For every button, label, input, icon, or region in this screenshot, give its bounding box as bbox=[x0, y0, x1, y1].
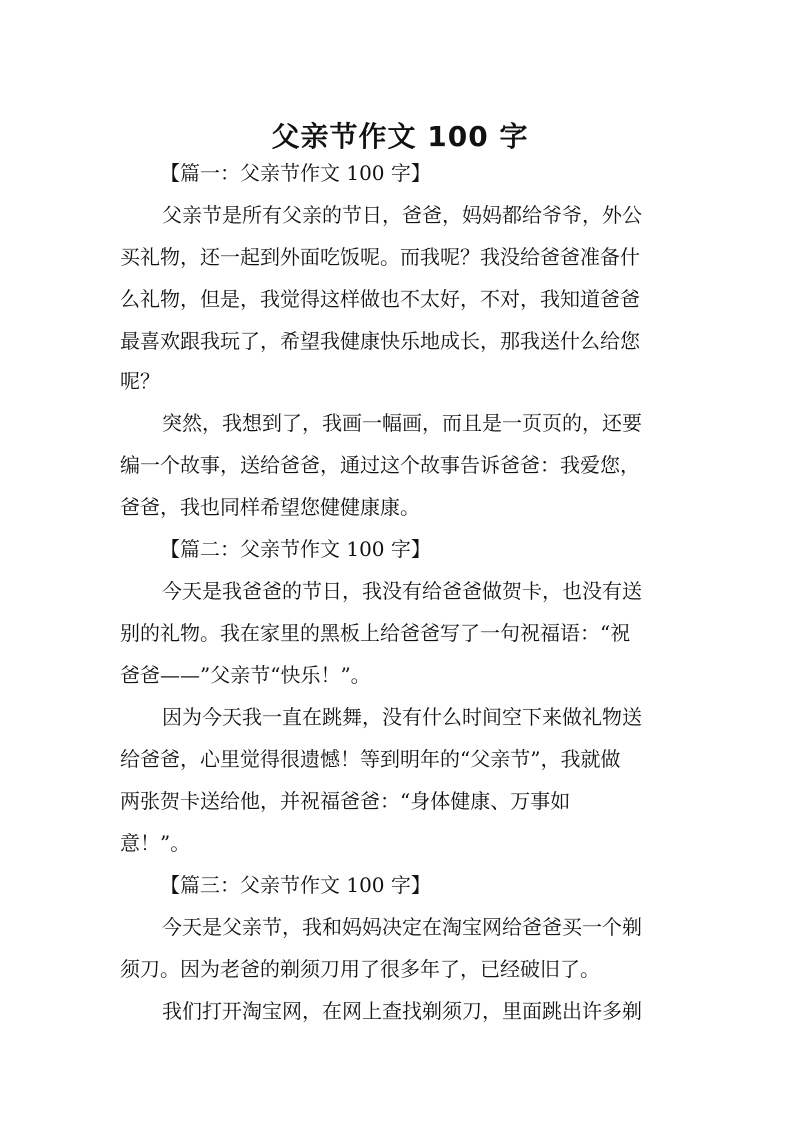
section-heading-2: 【篇二：父亲节作文 100 字】 bbox=[160, 537, 431, 561]
paragraph-line: 爸爸，我也同样希望您健健康康。 bbox=[120, 495, 420, 519]
paragraph-line: 两张贺卡送给他，并祝福爸爸：“身体健康、万事如 bbox=[120, 789, 571, 813]
paragraph-line: 别的礼物。我在家里的黑板上给爸爸写了一句祝福语：“祝 bbox=[120, 621, 631, 645]
paragraph-line: 今天是我爸爸的节日，我没有给爸爸做贺卡，也没有送 bbox=[162, 579, 642, 603]
paragraph-line: 最喜欢跟我玩了，希望我健康快乐地成长，那我送什么给您 bbox=[120, 329, 640, 353]
paragraph-line: 因为今天我一直在跳舞，没有什么时间空下来做礼物送 bbox=[162, 705, 642, 729]
section-heading-3: 【篇三：父亲节作文 100 字】 bbox=[160, 873, 431, 897]
paragraph-line: 我们打开淘宝网，在网上查找剃须刀，里面跳出许多剃 bbox=[162, 999, 642, 1023]
paragraph-line: 突然，我想到了，我画一幅画，而且是一页页的，还要 bbox=[162, 411, 642, 435]
paragraph-line: 今天是父亲节，我和妈妈决定在淘宝网给爸爸买一个剃 bbox=[162, 915, 642, 939]
section-heading-1: 【篇一：父亲节作文 100 字】 bbox=[160, 161, 431, 185]
paragraph-line: 爸爸——”父亲节“快乐！”。 bbox=[120, 663, 371, 687]
paragraph-line: 父亲节是所有父亲的节日，爸爸，妈妈都给爷爷，外公 bbox=[162, 203, 642, 227]
paragraph-line: 么礼物，但是，我觉得这样做也不太好，不对，我知道爸爸 bbox=[120, 287, 640, 311]
paragraph-line: 呢？ bbox=[120, 369, 160, 393]
page-title: 父亲节作文 100 字 bbox=[271, 119, 529, 153]
paragraph-line: 给爸爸，心里觉得很遗憾！等到明年的“父亲节”，我就做 bbox=[120, 747, 621, 771]
paragraph-line: 编一个故事，送给爸爸，通过这个故事告诉爸爸：我爱您， bbox=[120, 453, 640, 477]
paragraph-line: 意！”。 bbox=[120, 831, 191, 855]
paragraph-line: 须刀。因为老爸的剃须刀用了很多年了，已经破旧了。 bbox=[120, 957, 600, 981]
paragraph-line: 买礼物，还一起到外面吃饭呢。而我呢？我没给爸爸准备什 bbox=[120, 245, 640, 269]
